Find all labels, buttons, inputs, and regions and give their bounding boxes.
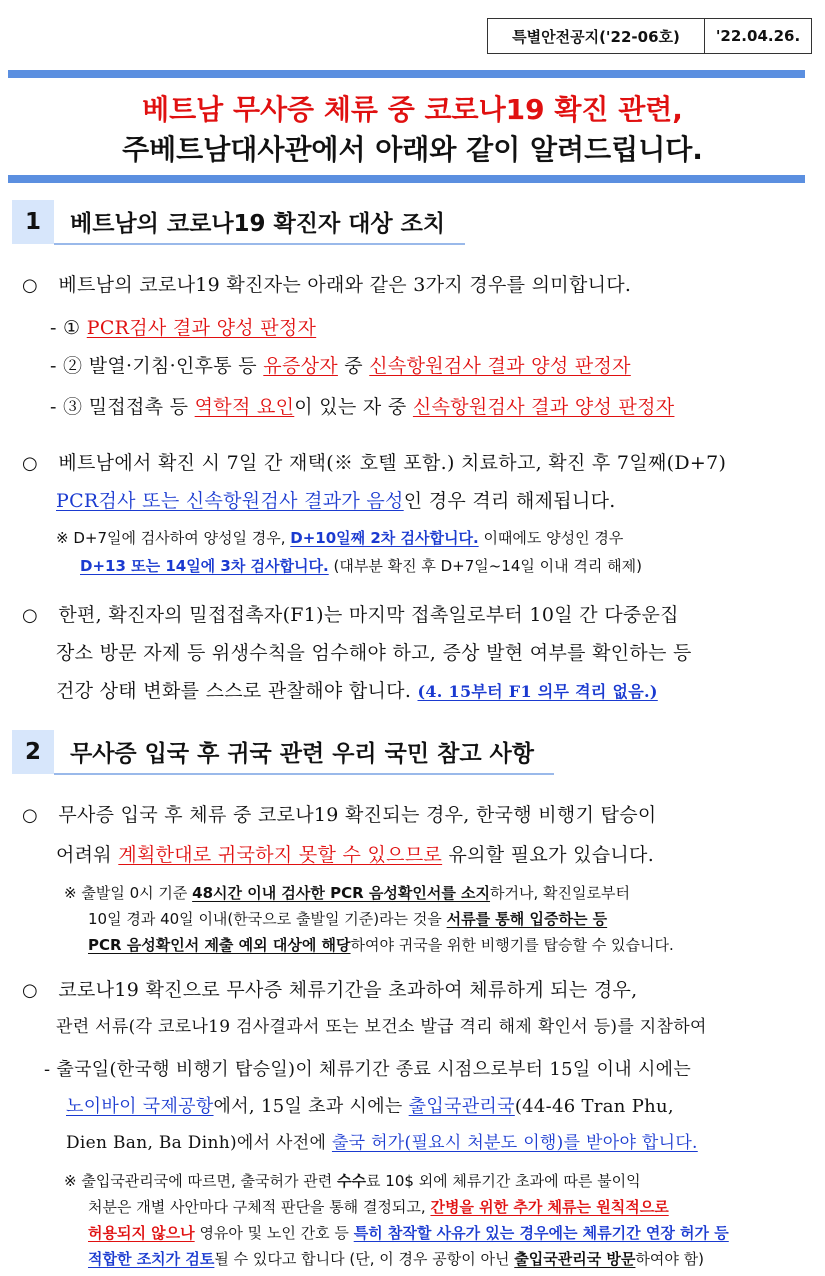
s2-note2-line2 (88, 1196, 669, 1217)
s1-note-line1 (56, 527, 623, 548)
bullet: ○ (22, 453, 39, 474)
title-line2: 주베트남대사관에서 아래와 같이 알려드립니다. (122, 133, 703, 166)
section2-number: 2 (12, 730, 54, 774)
s2-note2-line3 (88, 1222, 729, 1243)
s1-p3-l1: 한편, 확진자의 밀접접촉자(F1)는 마지막 접촉일로부터 10일 간 다중운집 (58, 604, 679, 626)
s2n1-l2ub: 서류를 통해 입증하는 등 (446, 910, 608, 928)
s2n2-l1a: ※ 출입국관리국에 따르면, 출국허가 관련 (64, 1172, 333, 1190)
case2-red1: 유증상자 (263, 355, 338, 377)
section1-header (12, 200, 465, 244)
s2n2-l3blue: 특히 참작할 사유가 있는 경우에는 체류기간 연장 허가 등 (353, 1224, 729, 1242)
s2-sub-l3blue: 출국 허가(필요시 처분도 이행)를 받아야 합니다. (331, 1133, 698, 1153)
s2n2-l3a: 영유아 및 노인 간호 등 (199, 1224, 349, 1242)
case1-prefix: - ① (50, 317, 81, 339)
s2-p1-red: 계획한대로 귀국하지 못할 수 있으므로 (118, 844, 443, 866)
s2-p2-l1: 코로나19 확진으로 무사증 체류기간을 초과하여 체류하게 되는 경우, (58, 979, 638, 1001)
s1-p2-line2 (56, 486, 616, 513)
s1-p2-blue: PCR검사 또는 신속항원검사 결과가 음성 (56, 490, 404, 512)
s2n2-l4a: 될 수 있다고 합니다 (단, 이 경우 공항이 아닌 (214, 1250, 510, 1268)
s1-case3 (50, 392, 674, 419)
title-bottom-bar (8, 175, 805, 183)
s1-p3-line1 (22, 600, 679, 627)
note1-blue1: D+10일째 2차 검사합니다. (290, 529, 479, 547)
title-line1: 베트남 무사증 체류 중 코로나19 확진 관련, (142, 93, 683, 126)
s2-p2-line1 (22, 975, 638, 1002)
s1-p3-line2: 장소 방문 자제 등 위생수칙을 엄수해야 하고, 증상 발현 여부를 확인하는 등 (56, 642, 692, 664)
s1-p2-line1 (22, 448, 726, 475)
s2-note1-line2 (88, 908, 607, 929)
case2-mid: 중 (344, 355, 363, 377)
title-top-bar (8, 70, 805, 78)
s2n2-l4blue: 적합한 조치가 검토 (88, 1250, 215, 1268)
s2-sub-blue2: 출입국관리국 (408, 1096, 515, 1117)
s2-sub-blue1: 노이바이 국제공항 (66, 1096, 214, 1117)
s2n2-l3red: 허용되지 않으나 (88, 1224, 195, 1242)
s2-note2-line1 (64, 1170, 641, 1191)
section2-heading: 무사증 입국 후 귀국 관련 우리 국민 참고 사항 (54, 729, 554, 775)
s1-p3-l3: 건강 상태 변화를 스스로 관찰해야 합니다. (56, 680, 412, 702)
s2-p2-line2: 관련 서류(각 코로나19 검사결과서 또는 보건소 발급 격리 해제 확인서 등)를 지참하여 (56, 1017, 707, 1037)
s2n1-a: ※ 출발일 0시 기준 (64, 884, 188, 902)
s2n1-l2a: 10일 경과 40일 이내(한국으로 출발일 기준)라는 것을 (88, 910, 442, 928)
case2-red2: 신속항원검사 결과 양성 판정자 (369, 355, 631, 377)
s1-p1-text: 베트남의 코로나19 확진자는 아래와 같은 3가지 경우를 의미합니다. (58, 274, 632, 296)
s1-case1 (50, 313, 316, 340)
s2-sub-line2 (66, 1092, 674, 1118)
s1-case2 (50, 351, 631, 378)
s2-sub-end: (44-46 Tran Phu, (514, 1096, 674, 1117)
s2-p1-line1 (22, 800, 657, 827)
s1-p1 (22, 270, 631, 297)
note1-b: 이때에도 양성인 경우 (483, 529, 624, 547)
bullet: ○ (22, 805, 39, 826)
s2-note1-line1 (64, 882, 630, 903)
bullet: ○ (22, 605, 39, 626)
s2n1-ub1: 48시간 이내 검사한 PCR 음성확인서를 소지 (192, 884, 491, 902)
notice-date: '22.04.26. (715, 27, 801, 45)
notice-id: 특별안전공지('22-06호) (488, 19, 705, 53)
s2-sub-line3 (66, 1128, 698, 1153)
s1-p2-l1: 베트남에서 확진 시 7일 간 재택(※ 호텔 포함.) 치료하고, 확진 후 7일째(D+7) (58, 452, 727, 474)
case3-red2: 신속항원검사 결과 양성 판정자 (412, 396, 675, 418)
section1-number: 1 (12, 200, 54, 244)
s2n2-l4b: 하여야 함) (635, 1250, 705, 1268)
s2-p1-line2 (56, 840, 654, 867)
s1-p2-rest: 인 경우 격리 해제됩니다. (403, 490, 616, 512)
case3-prefix: - ③ 밀접접촉 등 (50, 396, 189, 418)
note1-blue2: D+13 또는 14일에 3차 검사합니다. (80, 557, 329, 575)
case1-red: PCR검사 결과 양성 판정자 (86, 317, 317, 339)
s2-sub-l3a: Dien Ban, Ba Dinh)에서 사전에 (66, 1133, 327, 1153)
s2-note2-line4 (88, 1248, 704, 1269)
section1-heading: 베트남의 코로나19 확진자 대상 조치 (54, 199, 465, 245)
s2-note1-line3 (88, 934, 674, 955)
s2-p1-b: 유의할 필요가 있습니다. (448, 844, 655, 866)
case3-red1: 역학적 요인 (194, 396, 295, 418)
s2-p1-l1: 무사증 입국 후 체류 중 코로나19 확진되는 경우, 한국행 비행기 탑승이 (58, 804, 657, 826)
s2-p1-a: 어려워 (56, 844, 112, 866)
s2-sub-line1: - 출국일(한국행 비행기 탑승일)이 체류기간 종료 시점으로부터 15일 이내 시에는 (44, 1059, 692, 1080)
section2-header (12, 730, 554, 774)
s2n2-l1c: 료 10$ 외에 체류기간 초과에 따른 불이익 (366, 1172, 641, 1190)
case2-prefix: - ② 발열·기침·인후통 등 (50, 355, 257, 377)
s2n2-l1b: 수수 (337, 1172, 367, 1190)
bullet: ○ (22, 275, 39, 296)
s2-sub-mid: 에서, 15일 초과 시에는 (213, 1096, 403, 1117)
s2n1-l3ub: PCR 음성확인서 제출 예외 대상에 해당 (88, 936, 351, 954)
s2n2-l4u: 출입국관리국 방문 (514, 1250, 636, 1268)
s1-p3-line3 (56, 676, 658, 703)
s2n2-l2red: 간병을 위한 추가 체류는 원칙적으로 (430, 1198, 669, 1216)
s2n1-b: 하거나, 확진일로부터 (490, 884, 630, 902)
case3-mid: 이 있는 자 중 (294, 396, 407, 418)
notice-box (487, 18, 812, 54)
s2n2-l2a: 처분은 개별 사안마다 구체적 판단을 통해 결정되고, (88, 1198, 426, 1216)
s1-p3-blue: (4. 15부터 F1 의무 격리 없음.) (417, 682, 658, 701)
note1-a: ※ D+7일에 검사하여 양성일 경우, (56, 529, 286, 547)
s2n1-l3b: 하여야 귀국을 위한 비행기를 탑승할 수 있습니다. (350, 936, 674, 954)
note1-c: (대부분 확진 후 D+7일~14일 이내 격리 해제) (333, 557, 642, 575)
s1-note-line2 (80, 555, 642, 576)
bullet: ○ (22, 980, 39, 1001)
